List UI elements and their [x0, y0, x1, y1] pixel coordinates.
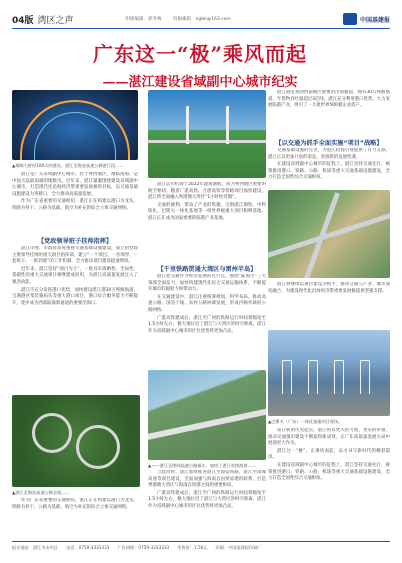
logo-text: 中国基建报 [359, 16, 390, 24]
newspaper-logo [343, 13, 390, 25]
port-photo [268, 330, 390, 416]
paragraph: 在建设省域副中心城市的征程上，湛江坚持交通先行，统筹推进港口、铁路、公路、机场等重大交通基础设施建设，全力打造全国性综合交通枢纽。 [268, 162, 390, 181]
logo-icon [343, 13, 357, 25]
masthead [12, 10, 390, 28]
paragraph: 近年来，湛江坚持“项目为王”，一批具有战略性、全局性、基础性的重大交通项目相继建成投用，为湛江高质量发展注入了强劲动能。 [12, 266, 138, 285]
article-column-3-mid [268, 282, 390, 328]
contact-email: 投稿邮箱：ngbk@163.com [172, 17, 231, 22]
paragraph: 广湛高铁建成后，湛江至广州的铁路运行时间将缩短至1.5小时左右，极大地拉近了湛江与大湾区的时空距离，湛江作为省域副中心城市的区位优势将更加凸显。 [148, 490, 266, 509]
bridge-photo [148, 90, 266, 178]
paragraph: 广湛高铁建成后，湛江至广州的铁路运行时间将缩短至1.5小时左右，极大地拉近了湛江与大湾区的时空距离，湛江作为省域副中心城市的区位优势将更加凸显。 [148, 315, 266, 334]
port-caption: ▲巴斯夫（广东）一体化基地项目现场。 [268, 419, 343, 424]
article-column-3-top [268, 90, 390, 134]
headline-main: 广东这一“极”乘风而起 [92, 42, 307, 66]
paragraph: 湛江吴川机场于2022年建成通航，成为粤西地区重要的航空枢纽。随着广湛高铁、合湛高铁等铁路项目加快建设，湛江将全面融入粤港澳大湾区“1小时经济圈”。 [148, 182, 266, 201]
footer-phone: 电话：0759-3333333 [66, 545, 110, 550]
masthead-meta [126, 16, 241, 22]
highway-road [148, 404, 266, 441]
subhead-leadership: 【党政领导班子挂帅指挥】 [37, 238, 113, 245]
crane-shape [334, 360, 344, 394]
bridge-pylon [226, 106, 229, 144]
article-column-1-mid [12, 246, 138, 388]
paragraph: 作为广东省重要的交通枢纽，湛江正在构建以港口为龙头、铁路为骨干、公路为基础、航空为补充的综合立体交通网络。 [12, 498, 138, 510]
paragraph: 湛江港是我国西南地区重要的出海通道，拥有30万吨级航道，年货物吞吐量超过3亿吨。湛江充分利用港口优势，大力发展临港产业，吸引了一大批世界500强企业落户。 [268, 90, 390, 109]
article-column-2-bottom [148, 470, 266, 538]
editor-credit: 组版编辑：郭冬梅 [125, 17, 162, 22]
section-title: 湾区之声 [37, 15, 74, 26]
highway-caption: ▲——湛江至徐闻高速公路通车，加快了湛江对接海南…… [148, 463, 256, 468]
article-headline [12, 38, 388, 90]
interchange-loop [76, 425, 120, 469]
paragraph: 湛江将继续以项目建设为抓手，推动交通与产业、城市深度融合，为建设现代化沿海经济带重要发展极提供坚强支撑。 [268, 282, 390, 294]
paragraph: 与此同时，湛江加快推进湛江至海安铁路、湛江至徐闻高速等项目建设，全面加强与海南自由贸易港的联系，打造粤港澳大湾区与海南自贸港之间的重要枢纽。 [148, 470, 266, 489]
article-column-1-top [12, 172, 138, 230]
crane-shape [308, 360, 318, 394]
footer-printer: 印刷：中国基建报印刷厂 [215, 545, 262, 550]
footer-ad-line: 广告热线：0759-3333333 [117, 545, 170, 550]
interchange-photo [12, 395, 140, 487]
paragraph: 湛江这一“极”，正乘风而起，奋力书写新时代的精彩篇章。 [268, 448, 390, 461]
interchange-loop [32, 413, 72, 453]
interchange-caption: ▲湛江至海安高速公路全线…… [12, 490, 70, 495]
aerial-photo [268, 190, 390, 278]
bridge-pylon [186, 106, 189, 144]
subhead-railway: 【千里铁路贯通大湾区与雷州半岛】 [157, 266, 257, 273]
article-column-3-upper [268, 148, 390, 188]
paragraph: 湛江市充分发挥港口优势，加快建设湛江港30万吨级航道、宝满港区集装箱码头等重大港口项目，港口综合服务能力不断提升，逐步成为西部陆海新通道的重要出海口。 [12, 287, 138, 306]
crane-shape [360, 360, 370, 394]
crane-shape [282, 360, 292, 394]
footer-address: 报社地址：湛江市赤坎区 [12, 545, 59, 550]
article-column-2-mid [148, 274, 266, 366]
highway-photo [148, 370, 266, 460]
article-column-3-bottom [268, 428, 390, 538]
tunnel-photo [12, 90, 138, 160]
subhead-project: 【以交通为抓手全面实施“项目”战略】 [275, 140, 383, 147]
paragraph: 在交通建设中，湛江注重统筹规划，科学布局，推动高速公路、国省干线、农村公路协调发展，形成内畅外联的公路网络。 [148, 294, 266, 313]
bridge-deck [148, 140, 266, 143]
page-number: 04版 [12, 15, 34, 26]
article-column-2-top [148, 182, 266, 258]
paragraph: 湛江把交通作为经济发展的先行官，围绕“陆海空”三大领域全面发力，加快构建现代化综合交通运输体系，不断提升城市的辐射力和带动力。 [148, 274, 266, 293]
paragraph: 站在新的历史起点，湛江将以更大的力度、更实的举措，推动交通强市建设不断取得新成效，在广东高质量发展大局中展现更大作为。 [268, 428, 390, 447]
footer-rule [12, 541, 390, 542]
paragraph: 湛江是广东省域副中心城市，位于粤西地区，濒临南海，是中国大陆最南端的地级市。近年来，湛江紧紧围绕建设省域副中心城市，打造现代化沿海经济带重要发展极的目标，以交通基础设施建设为突破口，全力推动高质量发展。 [12, 172, 138, 197]
article-column-1-bottom [12, 498, 138, 538]
masthead-rule [12, 28, 390, 29]
paragraph: 在建设省域副中心城市的征程上，湛江坚持交通先行，统筹推进港口、铁路、公路、机场等重大交通基础设施建设，全力打造全国性综合交通枢纽。 [268, 462, 390, 482]
tunnel-caption: ▲调顺大桥经100天的建设，湛江至海安高速公路湛江段…… [12, 163, 124, 168]
paragraph: 交通基础设施的完善，为湛江招商引资提供了有力支撑。湛江正以更加开放的姿态，迎接新的发展机遇。 [268, 148, 390, 160]
footer-price: 零售价：1.50元 [177, 545, 208, 550]
paragraph: 湛江市委、市政府高度重视交通基础设施建设，成立由党政主要领导挂帅的重大项目指挥部，建立“一个项目、一名领导、一套班子、一抓到底”的工作机制，全力推动项目建设提速增效。 [12, 246, 138, 265]
paragraph: 交通的便利，带动了产业的集聚。宝钢湛江钢铁、中科炼化、巴斯夫一体化基地等一批世界级重大项目相继落地，湛江正在成为国家重要的临港产业基地。 [148, 202, 266, 221]
page-footer [12, 545, 390, 551]
headline-sub: ——湛江建设省域副中心城市纪实 [102, 75, 298, 90]
paragraph: 作为广东省重要的交通枢纽，湛江正在构建以港口为龙头、铁路为骨干、公路为基础、航空为补充的综合立体交通网络。 [12, 199, 138, 211]
